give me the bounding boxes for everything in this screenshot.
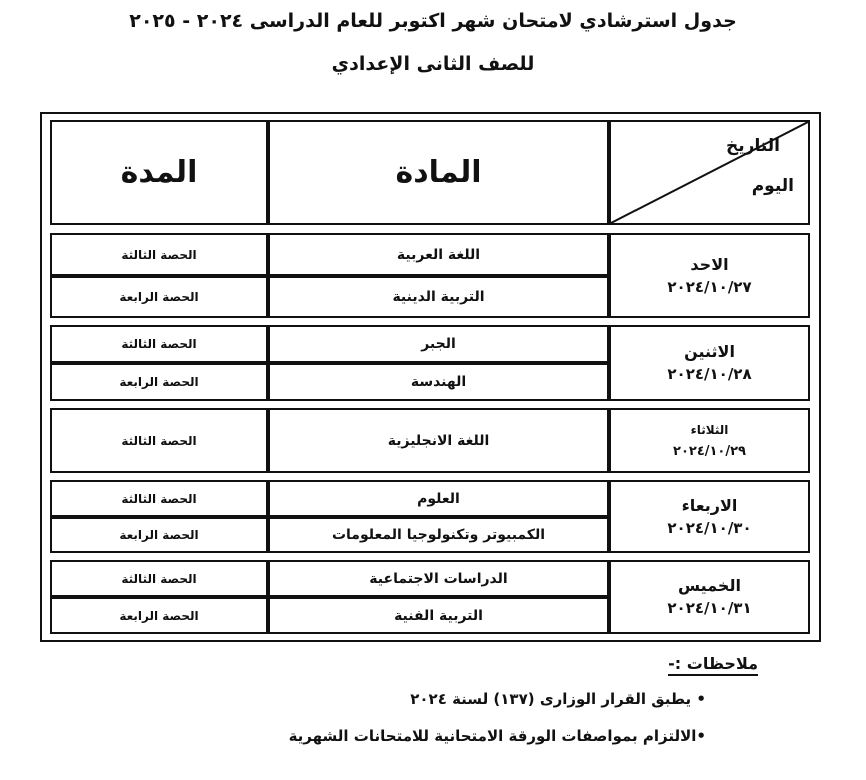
duration-cell: الحصة الثالثة (50, 408, 268, 473)
subject-cell: التربية الدينية (268, 276, 609, 318)
day-cell-thursday (609, 560, 810, 634)
header-date-day-cell (609, 120, 810, 225)
day-date: ٢٠٢٤/١٠/٣٠ (667, 518, 752, 537)
day-cell-wednesday (609, 480, 810, 553)
header-date-label: التاريخ (726, 136, 780, 156)
subject-cell: العلوم (268, 480, 609, 517)
duration-cell: الحصة الرابعة (50, 597, 268, 634)
subject-cell: الكمبيوتر وتكنولوجيا المعلومات (268, 517, 609, 553)
day-date: ٢٠٢٤/١٠/٢٧ (667, 277, 752, 296)
duration-cell: الحصة الثالثة (50, 233, 268, 276)
day-cell-tuesday (609, 408, 810, 473)
duration-cell: الحصة الثالثة (50, 560, 268, 597)
subject-cell: الجبر (268, 325, 609, 363)
day-name: الاربعاء (681, 495, 738, 515)
duration-cell: الحصة الثالثة (50, 325, 268, 363)
day-date: ٢٠٢٤/١٠/٢٨ (667, 365, 752, 383)
day-name: الاحد (690, 254, 729, 274)
duration-cell: الحصة الرابعة (50, 276, 268, 318)
day-name: الثلاثاء (690, 422, 729, 437)
note-item: • يطبق القرار الوزارى (١٣٧) لسنة ٢٠٢٤ (410, 690, 706, 708)
day-name: الخميس (678, 576, 741, 595)
day-cell-sunday (609, 233, 810, 318)
note-item: •الالتزام بمواصفات الورقة الامتحانية للامتحانات الشهرية (288, 727, 706, 745)
day-cell-monday (609, 325, 810, 401)
day-name: الاثنين (684, 342, 735, 361)
subject-cell: اللغة العربية (268, 233, 609, 276)
notes-heading: ملاحظات :- (668, 654, 758, 676)
duration-cell: الحصة الرابعة (50, 517, 268, 553)
page-subtitle: للصف الثانى الإعدادي (331, 53, 535, 75)
duration-cell: الحصة الثالثة (50, 480, 268, 517)
duration-cell: الحصة الرابعة (50, 363, 268, 401)
page-title: جدول استرشادي لامتحان شهر اكتوبر للعام الدراسى ٢٠٢٤ - ٢٠٢٥ (129, 10, 737, 32)
day-date: ٢٠٢٤/١٠/٣١ (667, 599, 752, 617)
header-subject-cell: المادة (268, 120, 609, 225)
subject-cell: الهندسة (268, 363, 609, 401)
subject-cell: اللغة الانجليزية (268, 408, 609, 473)
subject-cell: الدراسات الاجتماعية (268, 560, 609, 597)
header-day-label: اليوم (751, 176, 794, 196)
header-duration-cell: المدة (50, 120, 268, 225)
day-date: ٢٠٢٤/١٠/٢٩ (673, 443, 746, 459)
subject-cell: التربية الفنية (268, 597, 609, 634)
